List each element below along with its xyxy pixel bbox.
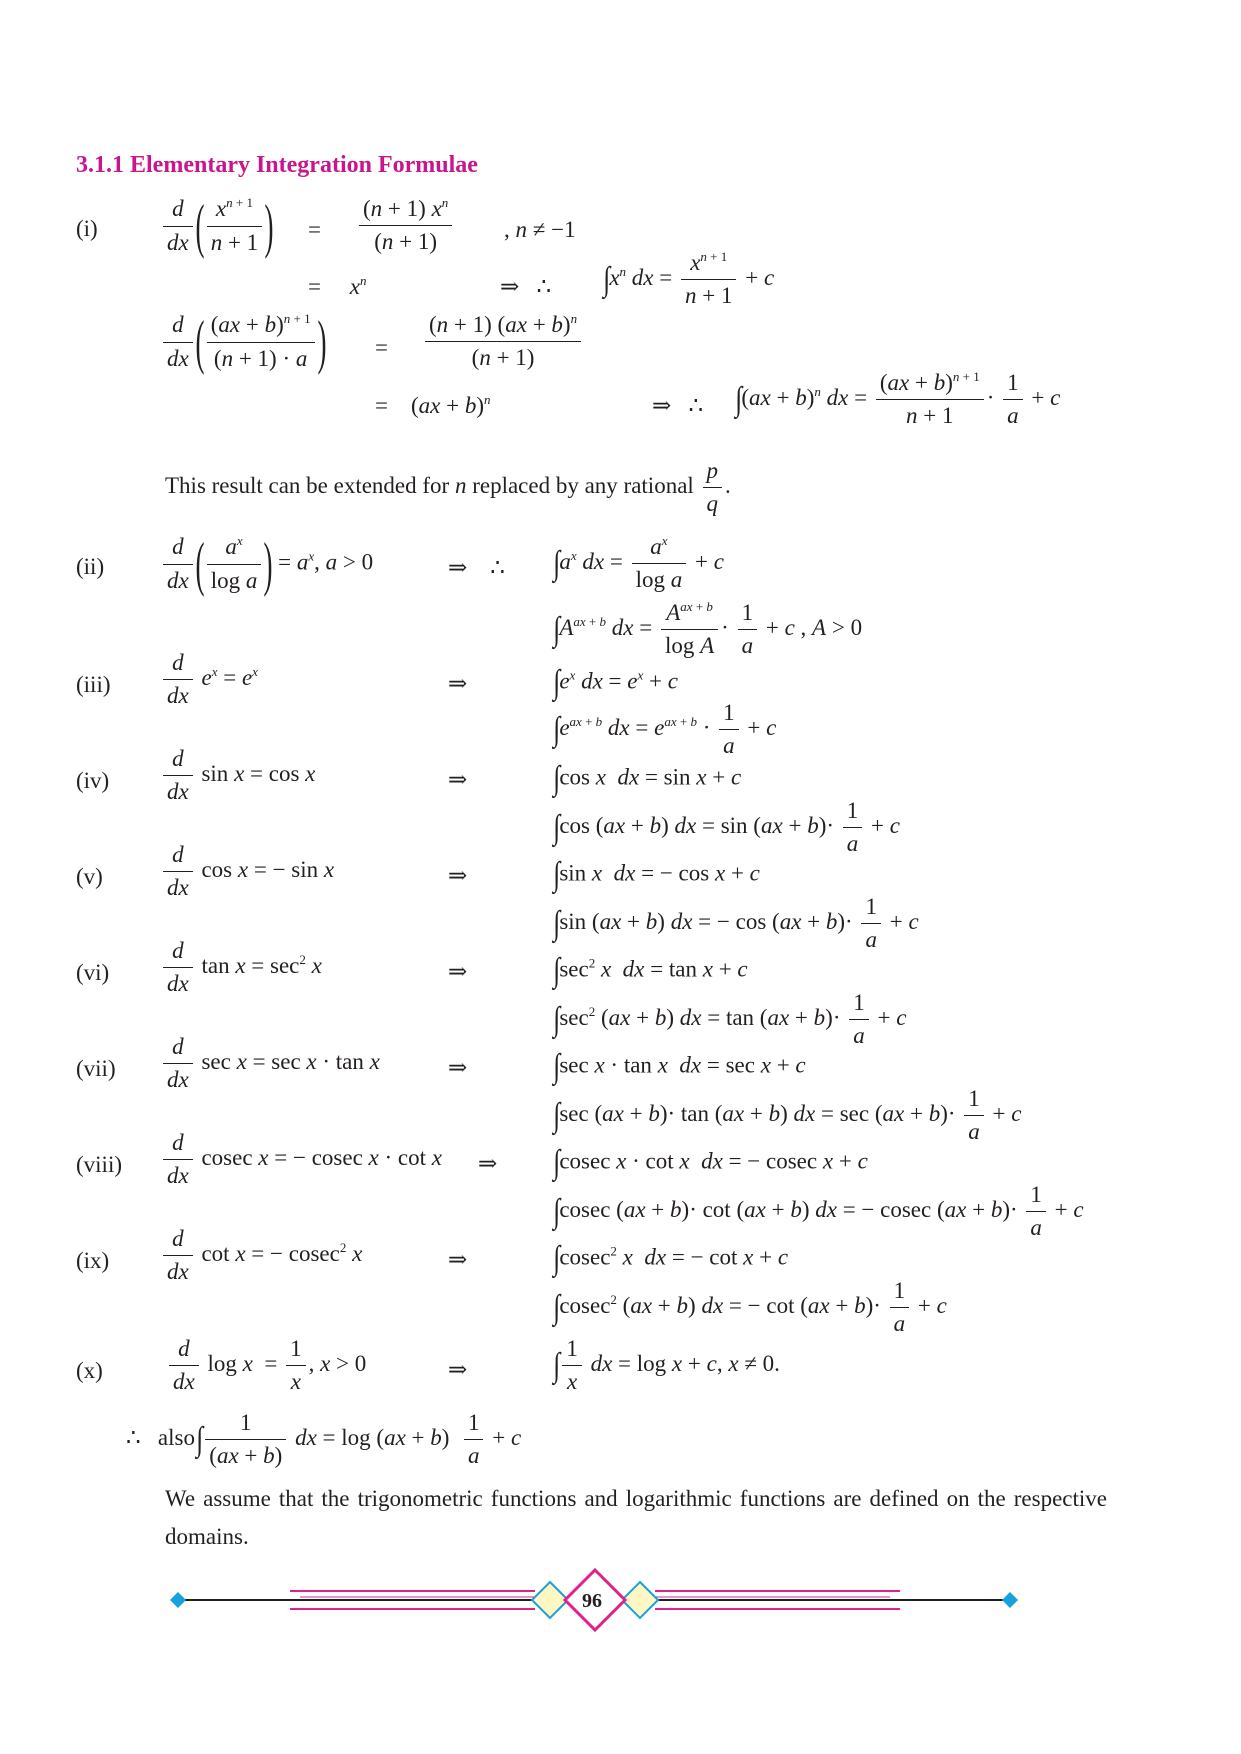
formula-vi-derivative: $\frac{d}{dx}$ $\tan x = \sec^2 x$ [160,938,322,998]
item-label-x: (x) [76,1358,103,1383]
item-label-i: (i) [76,216,98,241]
formula-viii-implies: ⇒ [478,1151,498,1176]
formula-i-derivative: $\frac{d}{dx}$ ( $\frac{x^{n + 1}}{n + 1}$ ) [160,196,273,256]
item-label-iv: (iv) [76,768,110,793]
formula-i-linear-implies: ⇒ ∴ [652,393,704,418]
formula-i-result: = $x^n$ [308,273,367,299]
formula-ii-derivative: $\frac{d}{dx}$ ( $\frac{a^x}{\text{log a}}$ ) = $a^x$, a > 0 [160,534,373,594]
formula-viii-linear-integral: ∫cosec (ax + b)· cot (ax + b) dx = − cosec (ax + b)· $\frac{1}{a}$ + c [553,1182,1084,1241]
item-label-iii: (iii) [76,672,111,697]
formula-vii-derivative: $\frac{d}{dx}$ sec x = sec x · tan x [160,1034,380,1094]
item-label-viii: (viii) [76,1152,122,1177]
item-label-ix: (ix) [76,1248,110,1273]
formula-ix-linear-integral: ∫cosec$^2$ (ax + b) dx = − cot (ax + b)· $\frac{1}{a}$ + c [553,1278,947,1337]
formula-iii-integral: $\int e^x$ dx = $e^x + c$ [553,664,678,701]
formula-v-linear-integral: ∫sin (ax + b) dx = − cos (ax + b)· $\frac{1}{a}$ + c [553,894,919,953]
formula-i-linear-result: = (ax + b)$^n$ [375,392,491,418]
formula-iii-linear-integral: $\int e^{ax + b}$ dx = $e^{ax + b}$ · $\frac{1}{a}$ + c [553,700,777,759]
section-title: 3.1.1 Elementary Integration Formulae [76,152,478,178]
formula-viii-derivative: $\frac{d}{dx}$ cosec x = − cosec x · cot x [160,1130,442,1190]
formula-vi-integral: $\int\sec^2$ x dx = tan x + c [553,952,748,989]
page-number: 96 [582,1590,602,1612]
formula-iv-derivative: $\frac{d}{dx}$ sin x = cos x [160,746,315,806]
formula-vi-implies: ⇒ [448,959,468,984]
formula-iv-linear-integral: ∫cos (ax + b) dx = sin (ax + b)· $\frac{1}{a}$ + c [553,798,900,857]
formula-ix-implies: ⇒ [448,1247,468,1272]
formula-x-derivative: $\frac{d}{dx}$ log x = $\frac{1}{x}$ , x > 0 [166,1336,366,1396]
formula-iv-integral: ∫cos x dx = sin x + c [553,760,742,797]
formula-ii-implies: ⇒ ∴ [448,555,505,580]
formula-i-rhs: $\frac{(n + 1) x^n}{(n + 1)}$ [356,196,455,256]
formula-iii-derivative: $\frac{d}{dx}$ $e^x = e^x$ [160,650,258,710]
formula-i-linear-eq: = [375,335,388,360]
formula-also: ∴ also∫ $\frac{1}{(ax + b)}$ dx = log (ax + b) $\frac{1}{a}$ + c [126,1410,522,1469]
formula-i-linear-rhs: $\frac{(n + 1) (ax + b)^n}{(n + 1)}$ [422,312,584,372]
formula-vi-linear-integral: $\int\sec^2$ (ax + b) dx = tan (ax + b)· $\frac{1}{a}$ + c [553,990,907,1049]
formula-vii-implies: ⇒ [448,1055,468,1080]
formula-ix-derivative: $\frac{d}{dx}$ cot x = − cosec$^2$ x [160,1226,362,1286]
formula-i-linear-integral: ∫(ax + b)$^n$ dx = $\frac{(ax + b)^{n + 1}}{n + 1}$ · $\frac{1}{a}$ + c [735,369,1061,429]
item-label-vii: (vii) [76,1056,116,1081]
formula-ii-linear-integral: $\int A^{ax + b}$ dx = $\frac{A^{ax + b}}{\text{log A}}$ · $\frac{1}{a}$ + c , A > 0 [553,599,863,659]
formula-iii-implies: ⇒ [448,671,468,696]
formula-x-implies: ⇒ [448,1357,468,1382]
formula-i-integral: $\int x^n$ dx = $\frac{x^{n + 1}}{n + 1}$ + c [603,249,775,309]
formula-ii-integral: $\int a^x$ dx = $\frac{a^x}{\text{log a}}$ + c [553,533,724,593]
formula-viii-integral: ∫cosec x · cot x dx = − cosec x + c [553,1144,868,1181]
formula-vii-integral: ∫sec x · tan x dx = sec x + c [553,1048,806,1085]
formula-i-condition: , n ≠ −1 [504,217,576,242]
item-label-ii: (ii) [76,554,105,579]
item-label-v: (v) [76,864,103,889]
formula-i-eq1: = [308,217,321,242]
formula-vii-linear-integral: ∫sec (ax + b)· tan (ax + b) dx = sec (ax + b)· $\frac{1}{a}$ + c [553,1086,1022,1145]
formula-v-integral: ∫sin x dx = − cos x + c [553,856,760,893]
formula-iv-implies: ⇒ [448,767,468,792]
note-rational: This result can be extended for n replaced by any rational $\frac{p}{q}$ . [165,458,731,517]
closing-paragraph: We assume that the trigonometric functions and logarithmic functions are defined on the respective domains. [165,1486,1107,1549]
formula-x-integral: ∫ $\frac{1}{x}$ dx = log x + c, x ≠ 0. [553,1336,780,1395]
formula-v-implies: ⇒ [448,863,468,888]
formula-i-implies: ⇒ ∴ [500,274,552,299]
item-label-vi: (vi) [76,960,110,985]
formula-i-linear-derivative: $\frac{d}{dx}$ ( $\frac{(ax + b)^{n + 1}}{(n + 1) \cdot a}$ ) [160,312,326,372]
formula-v-derivative: $\frac{d}{dx}$ cos x = − sin x [160,842,334,902]
formula-ix-integral: ∫cosec$^2$ x dx = − cot x + c [553,1240,789,1277]
